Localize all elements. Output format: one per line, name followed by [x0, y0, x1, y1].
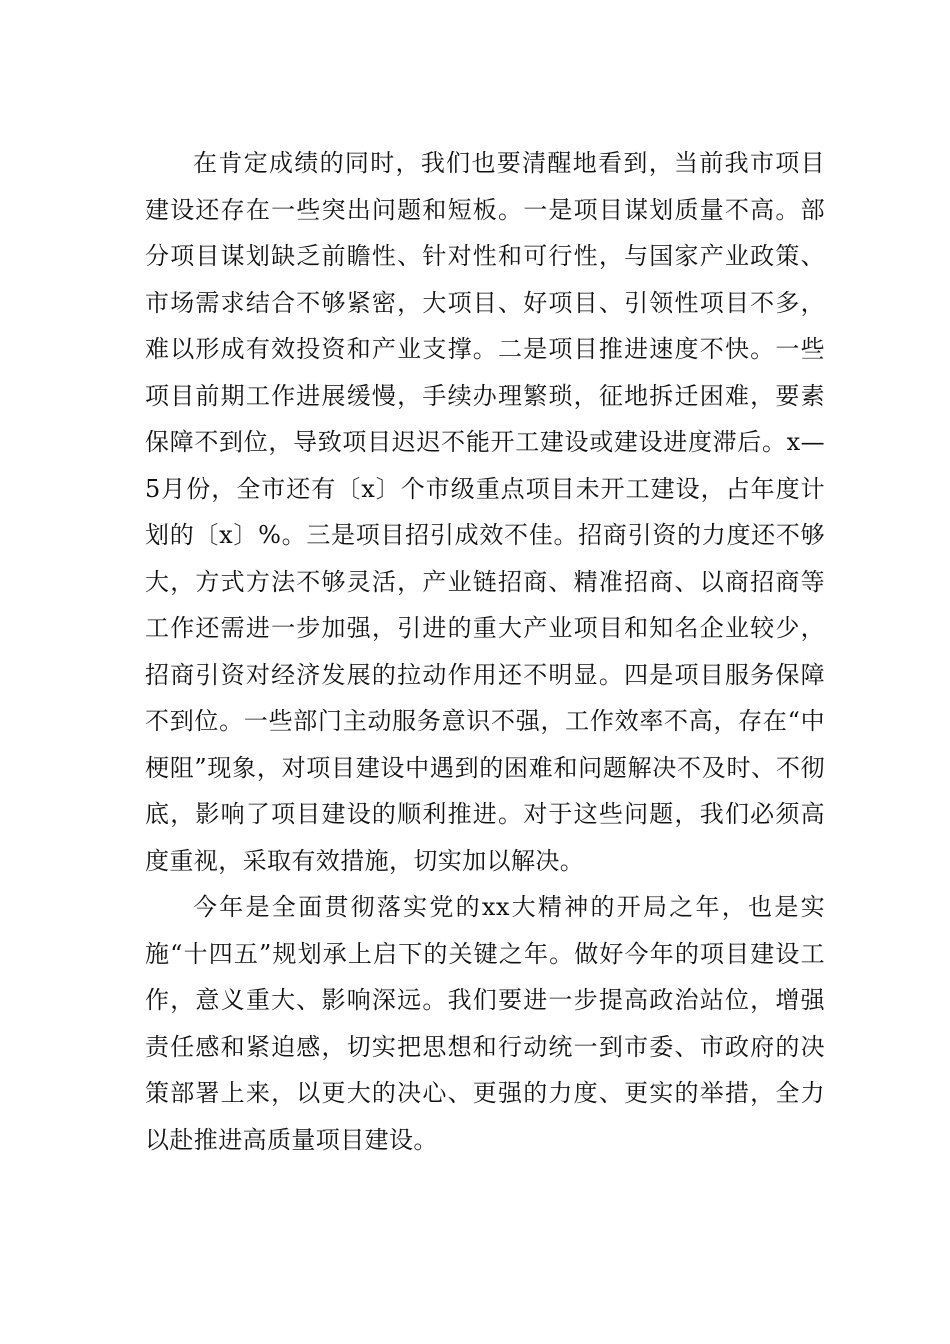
paragraph-this-year: 今年是全面贯彻落实党的xx大精神的开局之年，也是实施“十四五”规划承上启下的关键之年。做好今年的项目建设工作，意义重大、影响深远。我们要进一步提高政治站位，增强责任感和紧迫感，切实把思想和行动统一到市委、市政府的决策部署上来，以更大的决心、更强的力度、更实的举措，全力以赴推进高质量项目建设。 [145, 893, 825, 1154]
paragraph-problems: 在肯定成绩的同时，我们也要清醒地看到，当前我市项目建设还存在一些突出问题和短板。一是项目谋划质量不高。部分项目谋划缺乏前瞻性、针对性和可行性，与国家产业政策、市场需求结合不够紧密，大项目、好项目、引领性项目不多，难以形成有效投资和产业支撑。二是项目推进速度不快。一些项目前期工作进展缓慢，手续办理繁琐，征地拆迁困难，要素保障不到位，导致项目迟迟不能开工建设或建设进度滞后。x—5月份，全市还有〔x〕个市级重点项目未开工建设，占年度计划的〔x〕%。三是项目招引成效不佳。招商引资的力度还不够大，方式方法不够灵活，产业链招商、精准招商、以商招商等工作还需进一步加强，引进的重大产业项目和知名企业较少，招商引资对经济发展的拉动作用还不明显。四是项目服务保障不到位。一些部门主动服务意识不强，工作效率不高，存在“中梗阻”现象，对项目建设中遇到的困难和问题解决不及时、不彻底，影响了项目建设的顺利推进。对于这些问题，我们必须高度重视，采取有效措施，切实加以解决。 [145, 149, 825, 875]
document-body [145, 140, 825, 1163]
